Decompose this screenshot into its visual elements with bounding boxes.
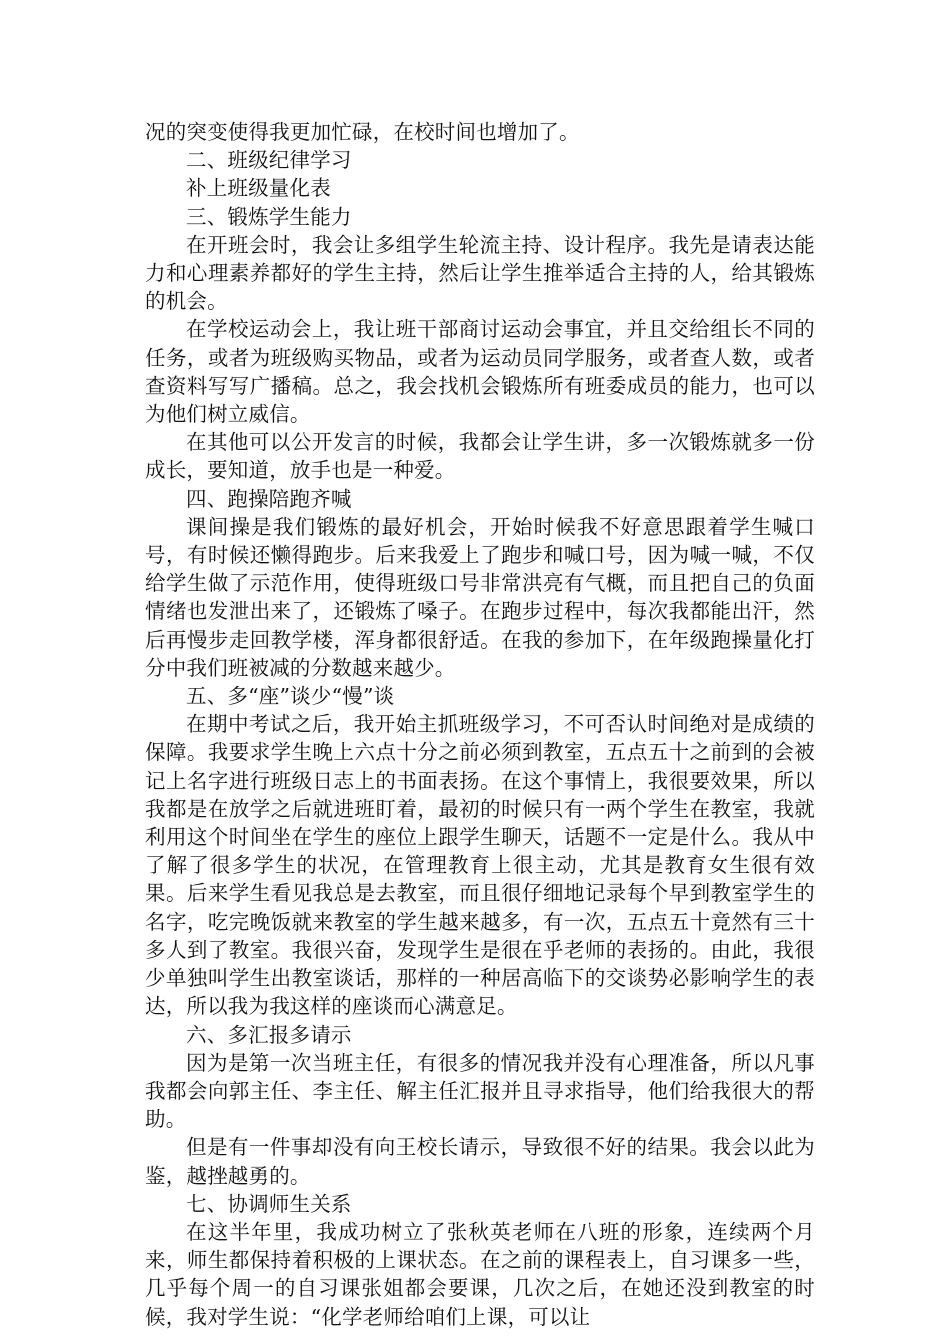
paragraph-class-meeting: 在开班会时，我会让多组学生轮流主持、设计程序。我先是请表达能力和心理素养都好的学生主持，然后让学生推举适合主持的人，给其锻炼的机会。 bbox=[145, 232, 815, 314]
paragraph-quantify-table: 补上班级量化表 bbox=[186, 176, 331, 201]
section-heading-ability: 三、锻炼学生能力 bbox=[186, 204, 352, 229]
document-page bbox=[145, 118, 815, 1331]
paragraph-talks: 在期中考试之后，我开始主抓班级学习，不可否认时间绝对是成绩的保障。我要求学生晚上六点十分之前必须到教室，五点五十之前到的会被记上名字进行班级日志上的书面表扬。在这个事情上，我很要效果，所以我都是在放学之后就进班盯着，最初的时候只有一两个学生在教室，我就利用这个时间坐在学生的座位上跟学生聊天，话题不一定是什么。我从中了解了很多学生的状况，在管理教育上很主动，尤其是教育女生很有效果。后来学生看见我总是去教室，而且很仔细地记录每个早到教室学生的名字，吃完晚饭就来教室的学生越来越多，有一次，五点五十竟然有三十多人到了教室。我很兴奋，发现学生是很在乎老师的表扬的。由此，我很少单独叫学生出教室谈话，那样的一种居高临下的交谈势必影响学生的表达，所以我为我这样的座谈而心满意足。 bbox=[145, 712, 815, 1019]
paragraph-sports-meet: 在学校运动会上，我让班干部商讨运动会事宜，并且交给组长不同的任务，或者为班级购买物品，或者为运动员同学服务，或者查人数，或者查资料写写广播稿。总之，我会找机会锻炼所有班委成员的能力，也可以为他们树立威信。 bbox=[145, 317, 815, 427]
paragraph-public-speaking: 在其他可以公开发言的时候，我都会让学生讲，多一次锻炼就多一份成长，要知道，放手也是一种爱。 bbox=[145, 430, 815, 483]
paragraph-relations: 在这半年里，我成功树立了张秋英老师在八班的形象，连续两个月来，师生都保持着积极的上课状态。在之前的课程表上，自习课多一些，几乎每个周一的自习课张姐都会要课，几次之后，在她还没到教室的时候，我对学生说：“化学老师给咱们上课，可以让 bbox=[145, 1219, 815, 1329]
paragraph-running: 课间操是我们锻炼的最好机会，开始时候我不好意思跟着学生喊口号，有时候还懒得跑步。后来我爱上了跑步和喊口号，因为喊一喊，不仅给学生做了示范作用，使得班级口号非常洪亮有气概，而且把自己的负面情绪也发泄出来了，还锻炼了嗓子。在跑步过程中，每次我都能出汗，然后再慢步走回教学楼，浑身都很舒适。在我的参加下，在年级跑操量化打分中我们班被减的分数越来越少。 bbox=[145, 514, 815, 680]
section-heading-talks: 五、多“座”谈少“慢”谈 bbox=[186, 684, 395, 709]
section-heading-discipline: 二、班级纪律学习 bbox=[186, 148, 352, 173]
paragraph-reporting: 因为是第一次当班主任，有很多的情况我并没有心理准备，所以凡事我都会向郭主任、李主任、解主任汇报并且寻求指导，他们给我很大的帮助。 bbox=[145, 1050, 815, 1132]
section-heading-relations: 七、协调师生关系 bbox=[186, 1191, 352, 1216]
paragraph-lesson: 但是有一件事却没有向王校长请示，导致很不好的结果。我会以此为鉴，越挫越勇的。 bbox=[145, 1135, 815, 1188]
section-heading-reporting: 六、多汇报多请示 bbox=[186, 1022, 352, 1047]
section-heading-running: 四、跑操陪跑齐喊 bbox=[186, 486, 352, 511]
paragraph-continuation: 况的突变使得我更加忙碌，在校时间也增加了。 bbox=[145, 120, 580, 144]
